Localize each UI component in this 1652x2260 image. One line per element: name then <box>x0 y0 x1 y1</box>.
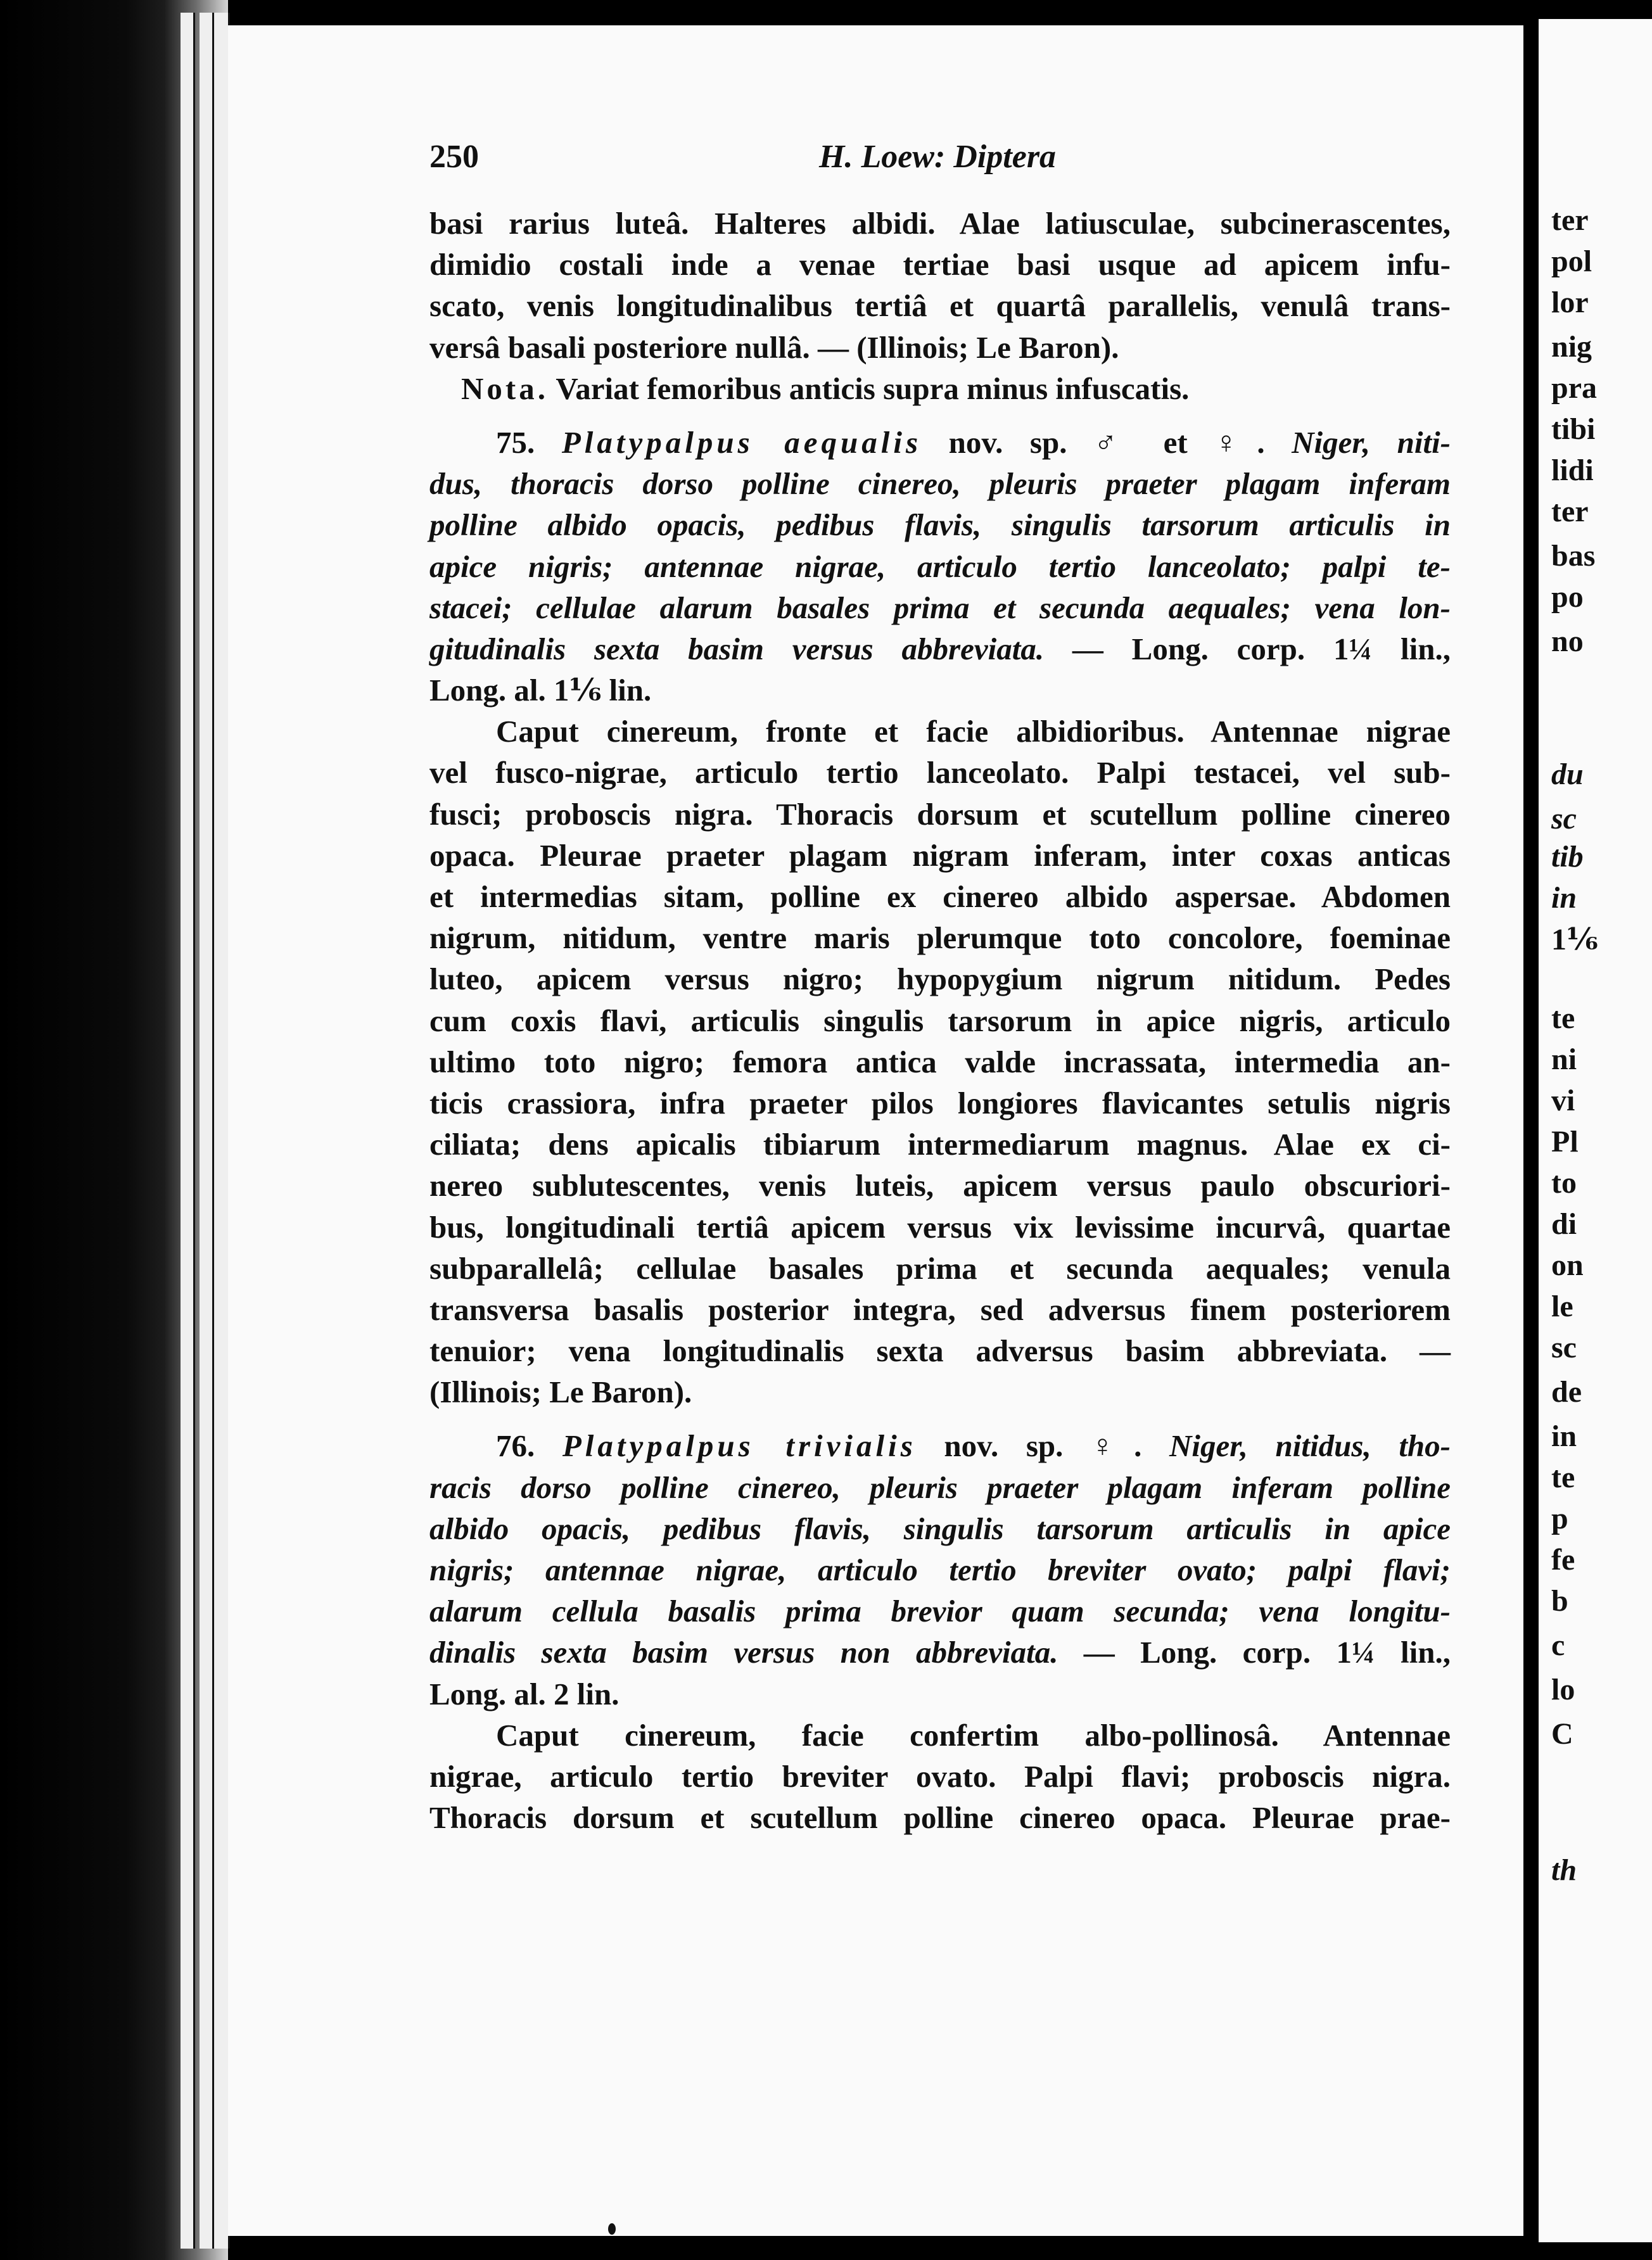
text-line: nigrae, articulo tertio breviter ovato. Palpi flavi; proboscis nigra. <box>429 1758 1451 1794</box>
text-line: ticis crassiora, infra praeter pilos longiores flavicantes setulis nigris <box>429 1085 1451 1120</box>
species-name: Platypalpus aequalis <box>561 424 922 460</box>
text-line: luteo, apicem versus nigro; hypopygium nigrum nitidum. Pedes <box>429 962 1451 997</box>
diagnosis-text: Niger, nitidus, tho- <box>1169 1428 1451 1464</box>
adjacent-page-fragment: du <box>1551 758 1584 791</box>
running-title: H. Loew: Diptera <box>819 139 1057 175</box>
measurement-text: — Long. corp. 1¼ lin., <box>1058 1635 1451 1670</box>
adjacent-page-fragment: te <box>1551 1001 1575 1035</box>
nota-text: Variat femoribus anticis supra minus infuscatis. <box>548 371 1190 406</box>
diagnosis-line <box>429 1632 1451 1673</box>
adjacent-page-fragment: pol <box>1551 244 1592 278</box>
text-line: Caput cinereum, fronte et facie albidioribus. Antennae nigrae <box>496 714 1451 749</box>
adjacent-page-fragment: de <box>1551 1375 1582 1409</box>
diagnosis-line: dus, thoracis dorso polline cinereo, pleuris praeter plagam inferam <box>429 466 1451 502</box>
text-line: Caput cinereum, facie confertim albo-pollinosâ. Antennae <box>496 1717 1451 1753</box>
text-line: basi rarius luteâ. Halteres albidi. Alae latiusculae, subcinerascentes, <box>429 206 1451 241</box>
measurement-text: — Long. corp. 1¼ lin., <box>1044 631 1451 666</box>
adjacent-page-fragment: di <box>1551 1207 1577 1241</box>
adjacent-page-fragment: c <box>1551 1628 1565 1662</box>
adjacent-page-fragment: fe <box>1551 1543 1575 1577</box>
diagnosis-text: dinalis sexta basim versus non abbreviata. <box>429 1635 1058 1670</box>
adjacent-page-fragment: C <box>1551 1717 1573 1751</box>
text-line: tenuior; vena longitudinalis sexta adversus basim abbreviata. — <box>429 1333 1451 1369</box>
page-number: 250 <box>429 139 479 175</box>
text-line: transversa basalis posterior integra, sed adversus finem posteriorem <box>429 1292 1451 1327</box>
adjacent-page-fragment: bas <box>1551 539 1596 573</box>
text-line: ultimo toto nigro; femora antica valde incrassata, intermedia an- <box>429 1044 1451 1079</box>
species-status: nov. sp. ♀. <box>916 1428 1170 1464</box>
adjacent-page-fragment: ter <box>1551 495 1589 528</box>
species-number: 75. <box>496 424 535 460</box>
measurement-line: Long. al. 2 lin. <box>429 1676 620 1711</box>
adjacent-page-fragment: pra <box>1551 371 1597 405</box>
text-line: (Illinois; Le Baron). <box>429 1374 692 1410</box>
adjacent-page-fragment: 1⅙ <box>1551 923 1598 956</box>
adjacent-page-fragment: sc <box>1551 1331 1577 1364</box>
text-line: bus, longitudinali tertiâ apicem versus vix levissime incurvâ, quartae <box>429 1209 1451 1245</box>
text-line: nigrum, nitidum, ventre maris plerumque toto concolore, foeminae <box>429 920 1451 956</box>
measurement-line: Long. al. 1⅙ lin. <box>429 673 652 708</box>
adjacent-page-fragment: p <box>1551 1502 1568 1535</box>
diagnosis-line: stacei; cellulae alarum basales prima et secunda aequales; vena lon- <box>429 590 1451 625</box>
adjacent-page-fragment: lor <box>1551 286 1589 319</box>
adjacent-page-fragment: b <box>1551 1584 1568 1618</box>
page-stack-edge <box>181 13 195 2249</box>
diagnosis-line: polline albido opacis, pedibus flavis, singulis tarsorum articulis in <box>429 507 1451 543</box>
adjacent-page-fragment: on <box>1551 1248 1584 1282</box>
diagnosis-line: alarum cellula basalis prima brevior quam secunda; vena longitu- <box>429 1594 1451 1629</box>
adjacent-page-fragment: no <box>1551 625 1584 658</box>
species-heading <box>429 1425 1451 1466</box>
adjacent-page-fragment: nig <box>1551 330 1592 364</box>
page-stack-edge <box>200 13 214 2249</box>
text-line: subparallelâ; cellulae basales prima et secunda aequales; venula <box>429 1250 1451 1286</box>
adjacent-page <box>1539 19 1652 2242</box>
text-line: Thoracis dorsum et scutellum polline cinereo opaca. Pleurae prae- <box>429 1800 1451 1836</box>
adjacent-page-fragment: vi <box>1551 1084 1575 1117</box>
adjacent-page-fragment: Pl <box>1551 1125 1579 1159</box>
species-heading <box>429 422 1451 463</box>
diagnosis-line <box>429 628 1451 670</box>
adjacent-page-fragment: th <box>1551 1853 1577 1887</box>
adjacent-page-fragment: lidi <box>1551 454 1594 487</box>
diagnosis-line: nigris; antennae nigrae, articulo tertio breviter ovato; palpi flavi; <box>429 1552 1451 1587</box>
adjacent-page-fragment: lo <box>1551 1673 1575 1706</box>
adjacent-page-fragment: ter <box>1551 203 1589 237</box>
adjacent-page-fragment: to <box>1551 1166 1577 1200</box>
adjacent-page-fragment: le <box>1551 1290 1573 1323</box>
diagnosis-line: albido opacis, pedibus flavis, singulis tarsorum articulis in apice <box>429 1511 1451 1546</box>
species-number: 76. <box>496 1428 535 1464</box>
page-header <box>429 138 1462 182</box>
text-line: et intermedias sitam, polline ex cinereo albido aspersae. Abdomen <box>429 879 1451 914</box>
adjacent-page-fragment: te <box>1551 1461 1575 1494</box>
text-line: fusci; proboscis nigra. Thoracis dorsum et scutellum polline cinereo <box>429 796 1451 832</box>
text-line: nereo sublutescentes, venis luteis, apicem versus paulo obscuriori- <box>429 1168 1451 1203</box>
text-line: ciliata; dens apicalis tibiarum intermediarum magnus. Alae ex ci- <box>429 1127 1451 1162</box>
adjacent-page-fragment: in <box>1551 881 1577 915</box>
text-line: vel fusco-nigrae, articulo tertio lanceolato. Palpi testacei, vel sub- <box>429 755 1451 790</box>
species-name: Platypalpus trivialis <box>562 1428 917 1464</box>
adjacent-page-fragment: ni <box>1551 1043 1577 1076</box>
page-body <box>429 203 1451 1838</box>
adjacent-page-fragment: sc <box>1551 802 1577 835</box>
text-line: scato, venis longitudinalibus tertiâ et quartâ parallelis, venulâ trans- <box>429 288 1451 324</box>
diagnosis-text: Niger, niti- <box>1292 424 1451 460</box>
text-line: opaca. Pleurae praeter plagam nigram inferam, inter coxas anticas <box>429 837 1451 873</box>
diagnosis-text: gitudinalis sexta basim versus abbreviata. <box>429 631 1045 666</box>
text-line: dimidio costali inde a venae tertiae basi usque ad apicem infu- <box>429 247 1451 282</box>
diagnosis-line: racis dorso polline cinereo, pleuris praeter plagam inferam polline <box>429 1470 1451 1505</box>
page-gutter <box>1523 0 1539 2260</box>
text-line: cum coxis flavi, articulis singulis tarsorum in apice nigris, articulo <box>429 1003 1451 1038</box>
adjacent-page-fragment: in <box>1551 1419 1577 1453</box>
adjacent-page-fragment: tib <box>1551 840 1584 873</box>
adjacent-page-fragment: po <box>1551 580 1584 614</box>
nota-line <box>429 368 1451 409</box>
adjacent-page-fragment: tibi <box>1551 412 1596 446</box>
species-status: nov. sp. ♂ et ♀. <box>922 424 1292 460</box>
nota-label: Nota. <box>461 371 549 406</box>
text-line: versâ basali posteriore nullâ. — (Illinois; Le Baron). <box>429 329 1119 365</box>
diagnosis-line: apice nigris; antennae nigrae, articulo tertio lanceolato; palpi te- <box>429 549 1451 584</box>
scan-blemish <box>608 2223 616 2235</box>
